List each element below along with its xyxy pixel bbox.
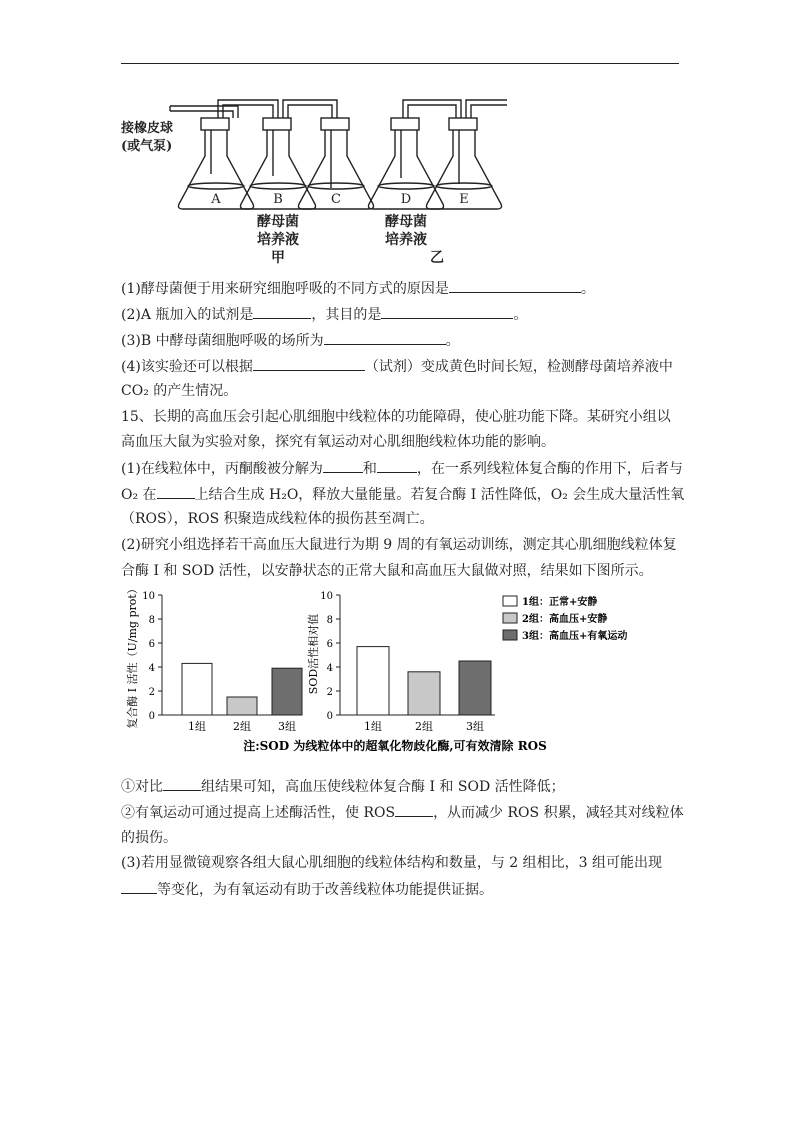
bar-2 [408, 672, 440, 715]
setup-label-1: 甲 [271, 250, 285, 266]
flask-label-b: B [273, 192, 283, 207]
answer-blank[interactable] [377, 458, 417, 473]
q14-line-2: (2)A 瓶加入的试剂是 ，其目的是 。 [121, 304, 527, 325]
q15-intro-2: 高血压大鼠为实验对象，探究有氧运动对心肌细胞线粒体功能的影响。 [121, 434, 555, 450]
flask-label-c: C [331, 192, 341, 207]
y-tick-label: 8 [326, 615, 333, 626]
answer-blank[interactable] [381, 304, 513, 319]
bar-1 [357, 647, 389, 715]
q14-line-5: CO₂ 的产生情况。 [121, 383, 238, 399]
q15-p2-line-1: (2)研究小组选择若干高血压大鼠进行为期 9 周的有氧运动训练，测定其心肌细胞线粒体复 [121, 537, 677, 553]
y-tick-label: 10 [320, 591, 333, 602]
y-axis-label: 复合酶 I 活性（U/mg prot） [126, 590, 139, 729]
q15-p3-line-2: 等变化，为有氧运动有助于改善线粒体功能提供证据。 [121, 879, 493, 900]
legend-label-1: 1组：正常+安静 [522, 597, 598, 608]
y-tick-label: 4 [148, 663, 155, 674]
category-label: 1组 [364, 720, 382, 733]
y-tick-label: 6 [326, 639, 333, 650]
q14-line-4: (4)该实验还可以根据 （试剂）变成黄色时间长短，检测酵母菌培养液中 [121, 356, 673, 377]
legend-swatch-3 [503, 630, 517, 640]
bar-charts-figure [120, 590, 660, 764]
legend-label-2: 2组：高血压+安静 [522, 614, 608, 625]
answer-blank[interactable] [323, 458, 363, 473]
pump-label-1: 接橡皮球 [121, 121, 174, 136]
setup-label-2: 乙 [430, 250, 444, 266]
y-tick-label: 10 [142, 591, 155, 602]
q15-c2-line-2: 的损伤。 [121, 830, 177, 846]
pump-label-2: (或气泵) [121, 139, 173, 154]
category-label: 1组 [188, 720, 206, 733]
q14-line-1: (1)酵母菌便于用来研究细胞呼吸的不同方式的原因是 。 [121, 278, 595, 299]
q15-p1-line-3: （ROS），ROS 积聚造成线粒体的损伤甚至凋亡。 [121, 511, 434, 527]
header-rule [121, 63, 679, 64]
q15-p1-line-2: O₂ 在 上结合生成 H₂O，释放大量能量。若复合酶 I 活性降低，O₂ 会生成大量活性氧 [121, 484, 684, 505]
bar-1 [182, 663, 212, 715]
legend-swatch-1 [503, 596, 517, 606]
category-label: 2组 [415, 720, 433, 733]
y-tick-label: 0 [326, 711, 333, 722]
answer-blank[interactable] [157, 484, 195, 499]
q15-p1-line-1: (1)在线粒体中，丙酮酸被分解为 和 ，在一系列线粒体复合酶的作用下，后者与 [121, 458, 683, 479]
answer-blank[interactable] [163, 776, 201, 791]
yeast-label-2b: 培养液 [385, 232, 427, 248]
answer-blank[interactable] [449, 278, 581, 293]
category-label: 3组 [278, 720, 296, 733]
yeast-label-1b: 培养液 [257, 232, 299, 248]
y-axis-label: SOD活性相对值 [307, 613, 320, 695]
y-tick-label: 2 [326, 687, 333, 698]
apparatus-figure [115, 96, 515, 270]
q15-intro-1: 15、长期的高血压会引起心肌细胞中线粒体的功能障碍，使心脏功能下降。某研究小组以 [121, 409, 671, 425]
q15-p3-line-1: (3)若用显微镜观察各组大鼠心肌细胞的线粒体结构和数量，与 2 组相比，3 组可能出现 [121, 855, 662, 871]
flask-label-e: E [459, 192, 469, 207]
bar-2 [227, 697, 257, 715]
yeast-label-1a: 酵母菌 [257, 214, 299, 230]
answer-blank[interactable] [253, 356, 365, 371]
category-label: 3组 [466, 720, 484, 733]
answer-blank[interactable] [395, 802, 433, 817]
legend-swatch-2 [503, 613, 517, 623]
bar-3 [459, 661, 491, 715]
q15-p2-line-2: 合酶 I 和 SOD 活性，以安静状态的正常大鼠和高血压大鼠做对照，结果如下图所示。 [121, 563, 653, 579]
q15-c1: ①对比 组结果可知，高血压使线粒体复合酶 I 和 SOD 活性降低； [121, 776, 565, 797]
legend-label-3: 3组：高血压+有氧运动 [522, 631, 628, 642]
answer-blank[interactable] [253, 304, 311, 319]
q14-line-3: (3)B 中酵母菌细胞呼吸的场所为 。 [121, 330, 460, 351]
q15-c2-line-1: ②有氧运动可通过提高上述酶活性，使 ROS ，从而减少 ROS 积累，减轻其对线粒体 [121, 802, 684, 823]
answer-blank[interactable] [121, 879, 157, 894]
y-tick-label: 2 [148, 687, 155, 698]
flask-label-a: A [211, 192, 221, 207]
legend [503, 595, 627, 642]
category-label: 2组 [233, 720, 251, 733]
chart-note: 注:SOD 为线粒体中的超氧化物歧化酶,可有效清除 ROS [243, 739, 547, 753]
yeast-label-2a: 酵母菌 [385, 214, 427, 230]
y-tick-label: 4 [326, 663, 333, 674]
y-tick-label: 0 [148, 711, 155, 722]
y-tick-label: 6 [148, 639, 155, 650]
y-tick-label: 8 [148, 615, 155, 626]
answer-blank[interactable] [324, 330, 446, 345]
bar-3 [272, 668, 302, 715]
chart-complex-i [125, 590, 302, 733]
chart-sod [306, 591, 495, 733]
flask-label-d: D [400, 192, 412, 207]
